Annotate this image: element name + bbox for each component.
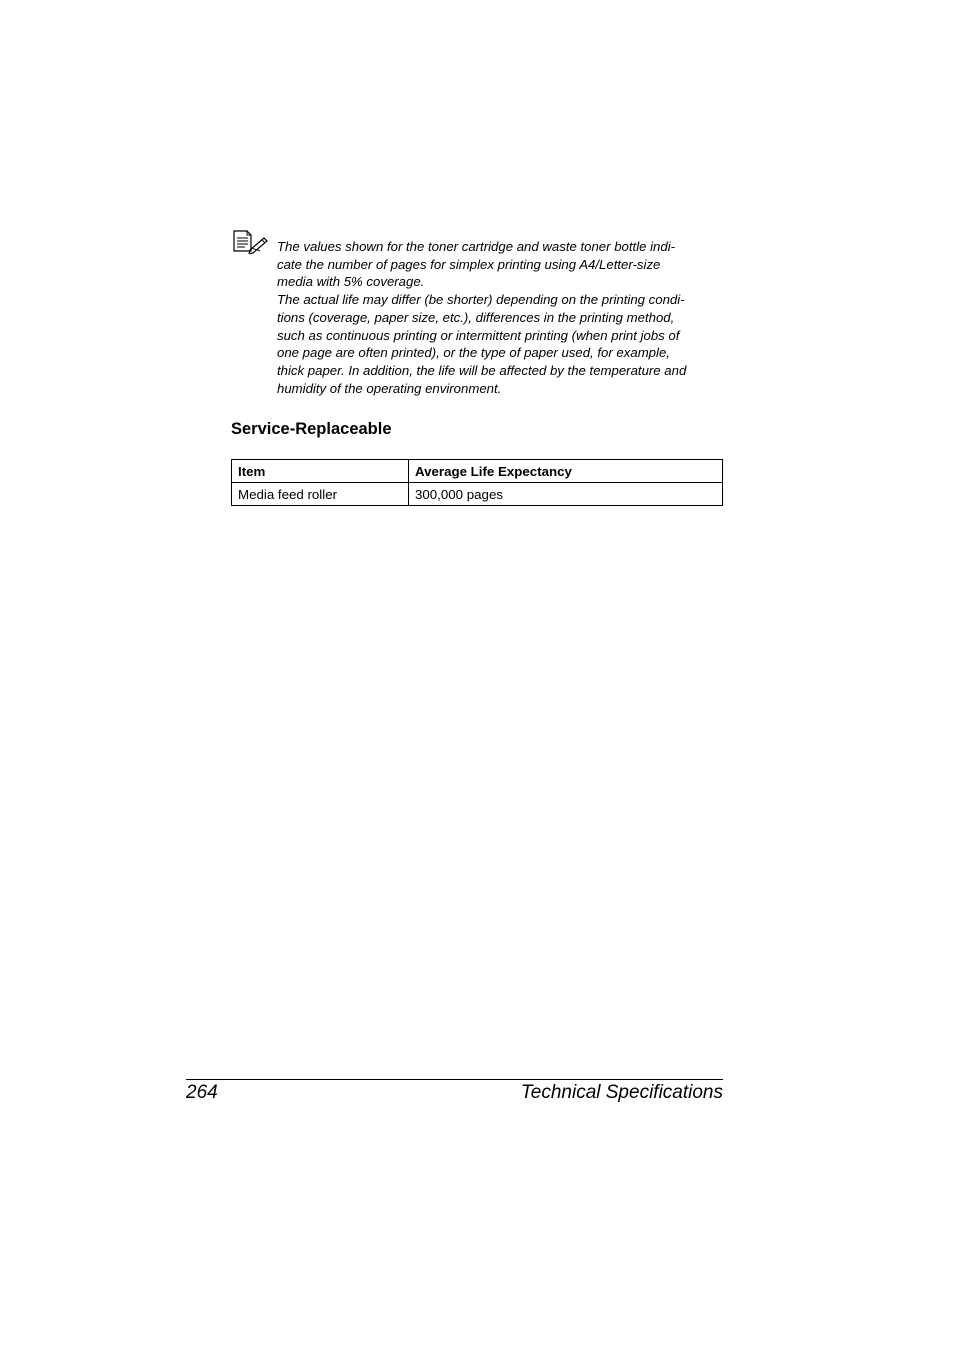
note-text <box>277 238 727 397</box>
table-header-life-expectancy: Average Life Expectancy <box>409 460 723 483</box>
page-number: 264 <box>186 1082 218 1103</box>
table-cell-item: Media feed roller <box>232 483 409 506</box>
table-cell-life-expectancy: 300,000 pages <box>409 483 723 506</box>
section-heading: Service-Replaceable <box>231 420 392 438</box>
note-paragraph-coverage: The values shown for the toner cartridge and waste toner bottle indi- cate the number of pages for simplex printing using A4/Letter-size media with 5% coverage. <box>277 239 676 290</box>
note-pencil-icon <box>233 230 269 254</box>
life-expectancy-table <box>231 459 723 506</box>
table-header-row <box>232 460 723 483</box>
table-header-item: Item <box>232 460 409 483</box>
table-row <box>232 483 723 506</box>
note-paragraph-life-variation: The actual life may differ (be shorter) depending on the printing condi- tions (coverage, paper size, etc.), differences in the printing method, such as continuous printing or intermittent printing (when print jobs of one page are often printed), or the type of paper used, for example, thick paper. In addition, the life will be affected by the temperature and humidity of the operating environment. <box>277 292 687 396</box>
footer-divider <box>186 1079 723 1080</box>
chapter-title: Technical Specifications <box>520 1082 723 1103</box>
